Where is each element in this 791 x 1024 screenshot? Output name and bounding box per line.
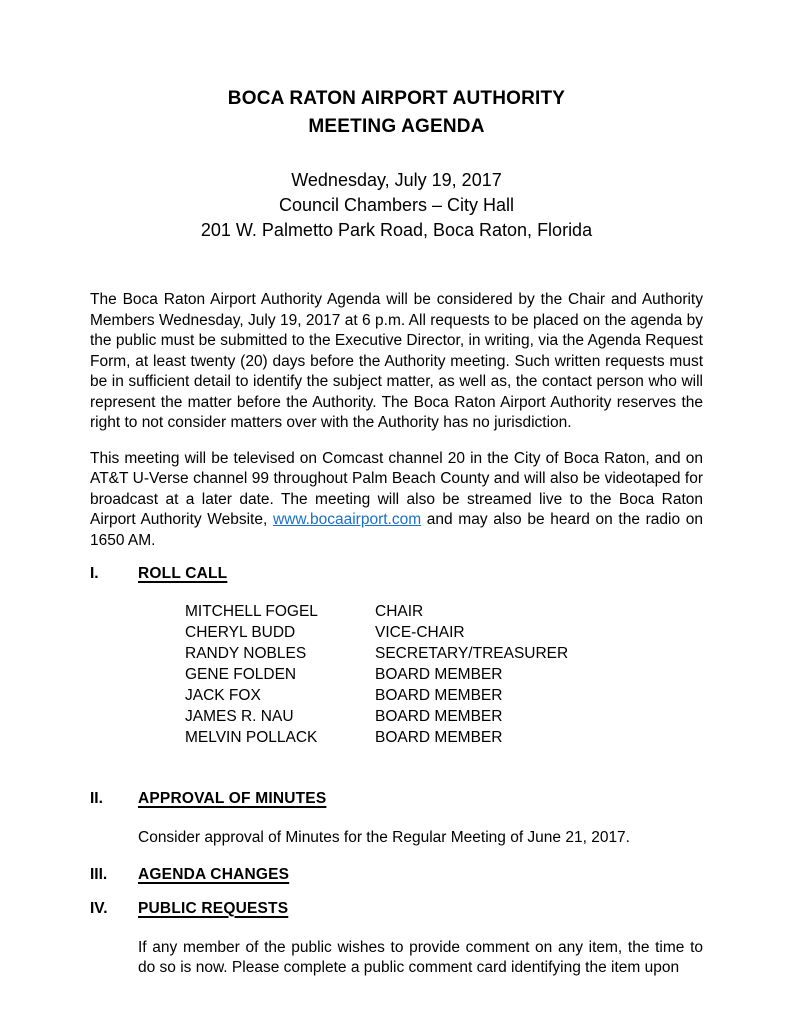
document-title-line1: BOCA RATON AIRPORT AUTHORITY	[227, 88, 566, 109]
intro-paragraph: The Boca Raton Airport Authority Agenda will be considered by the Chair and Authority Members Wednesday, July 19, 2017 at 6 p.m. All requests to be placed on the agenda by the public must be submitted to the Executive Director, in writing, via the Agenda Request Form, at least twenty (20) days before the Authority meeting. Such written requests must be in sufficient detail to identify the subject matter, as well as, the contact person who will represent the matter before the Authority. The Boca Raton Airport Authority reserves the right to not consider matters over with the Authority has no jurisdiction.	[90, 291, 703, 431]
meeting-location: Council Chambers – City Hall	[278, 195, 515, 215]
section-heading-approval-of-minutes: APPROVAL OF MINUTES	[138, 790, 327, 807]
section-number: IV.	[90, 899, 108, 917]
section-heading-roll-call: ROLL CALL	[138, 565, 228, 582]
meeting-date: Wednesday, July 19, 2017	[291, 170, 502, 190]
section-roll-call	[90, 564, 703, 584]
section-number: II.	[90, 790, 103, 807]
document-title-block	[90, 85, 703, 141]
broadcast-text-after-link: and may also be heard on the radio on 1650 AM.	[90, 511, 703, 549]
table-row	[185, 664, 568, 685]
section-approval-of-minutes	[90, 789, 703, 809]
broadcast-paragraph	[90, 449, 703, 552]
meeting-details-block	[90, 168, 703, 243]
member-role: BOARD MEMBER	[375, 708, 503, 725]
member-name: JAMES R. NAU	[185, 708, 294, 725]
section-heading-agenda-changes: AGENDA CHANGES	[138, 865, 290, 883]
table-row	[185, 643, 568, 664]
roll-call-table	[185, 601, 568, 748]
website-link[interactable]: www.bocaairport.com	[272, 511, 422, 528]
meeting-address: 201 W. Palmetto Park Road, Boca Raton, Florida	[200, 220, 593, 240]
member-name: JACK FOX	[185, 687, 261, 704]
section-agenda-changes	[90, 865, 703, 885]
member-role: BOARD MEMBER	[375, 666, 503, 683]
member-name: MELVIN POLLACK	[185, 729, 318, 746]
member-role: CHAIR	[375, 603, 424, 620]
broadcast-text-before-link: This meeting will be televised on Comcast channel 20 in the City of Boca Raton, and on AT&T U-Verse channel 99 throughout Palm Beach County and will also be videotaped for broadcast at a later date. The meeting will also be streamed live to the Boca Raton Airport Authority Website,	[90, 449, 703, 528]
table-row	[185, 685, 568, 706]
member-role: BOARD MEMBER	[375, 729, 503, 746]
member-role: BOARD MEMBER	[375, 687, 503, 704]
section-number: I.	[90, 565, 99, 582]
member-name: MITCHELL FOGEL	[185, 603, 318, 620]
member-role: VICE-CHAIR	[375, 624, 465, 641]
section-public-requests	[90, 899, 703, 919]
table-row	[185, 622, 568, 643]
member-name: RANDY NOBLES	[185, 645, 307, 662]
document-title-line2: MEETING AGENDA	[308, 116, 485, 137]
table-row	[185, 706, 568, 727]
table-row	[185, 601, 568, 622]
member-name: CHERYL BUDD	[185, 624, 296, 641]
public-requests-body: If any member of the public wishes to provide comment on any item, the time to do so is now. Please complete a public comment card identifying the item upon	[138, 938, 703, 976]
table-row	[185, 727, 568, 748]
section-number: III.	[90, 865, 108, 883]
approval-of-minutes-body: Consider approval of Minutes for the Regular Meeting of June 21, 2017.	[138, 829, 630, 846]
member-role: SECRETARY/TREASURER	[375, 645, 569, 662]
member-name: GENE FOLDEN	[185, 666, 297, 683]
section-heading-public-requests: PUBLIC REQUESTS	[138, 899, 289, 917]
